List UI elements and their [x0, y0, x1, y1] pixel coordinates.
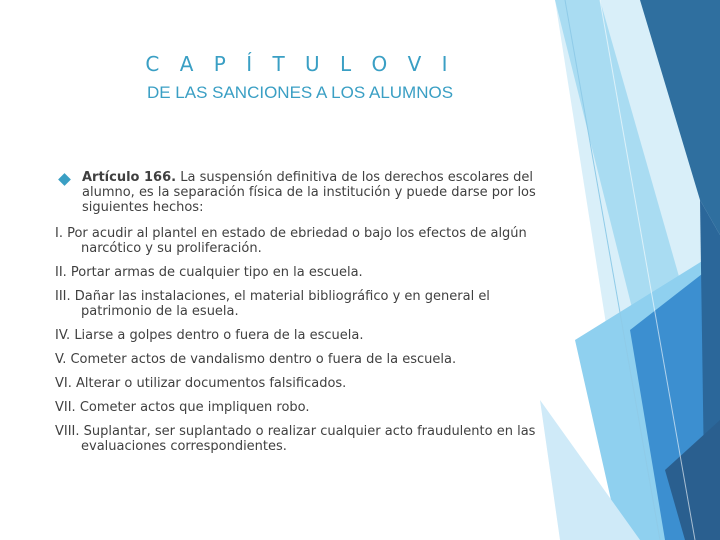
article-paragraph	[82, 170, 550, 215]
article-text: La suspensión definitiva de los derechos escolares del alumno, es la separación física de la institución y puede darse por los siguientes hechos:	[82, 170, 536, 215]
chapter-title: C A P Í T U L O V I	[145, 52, 455, 76]
list-item: III. Dañar las instalaciones, el material bibliográfico y en general el patrimonio de la esuela.	[55, 289, 490, 319]
list-item: V. Cometer actos de vandalismo dentro o fuera de la escuela.	[55, 352, 457, 367]
article-label: Artículo 166.	[82, 170, 177, 185]
diamond-bullet-icon	[58, 173, 71, 186]
article-bullet	[60, 170, 550, 215]
list-item: VIII. Suplantar, ser suplantado o realizar cualquier acto fraudulento en las evaluaciones correspondientes.	[55, 424, 536, 454]
list-item: II. Portar armas de cualquier tipo en la escuela.	[55, 265, 363, 280]
list-item: I. Por acudir al plantel en estado de ebriedad o bajo los efectos de algún narcótico y su proliferación.	[55, 226, 527, 256]
list-item: VII. Cometer actos que impliquen robo.	[55, 400, 310, 415]
list-item: IV. Liarse a golpes dentro o fuera de la escuela.	[55, 328, 364, 343]
list-item: VI. Alterar o utilizar documentos falsificados.	[55, 376, 347, 391]
chapter-subtitle: DE LAS SANCIONES A LOS ALUMNOS	[146, 83, 454, 102]
sanction-list	[55, 226, 555, 463]
